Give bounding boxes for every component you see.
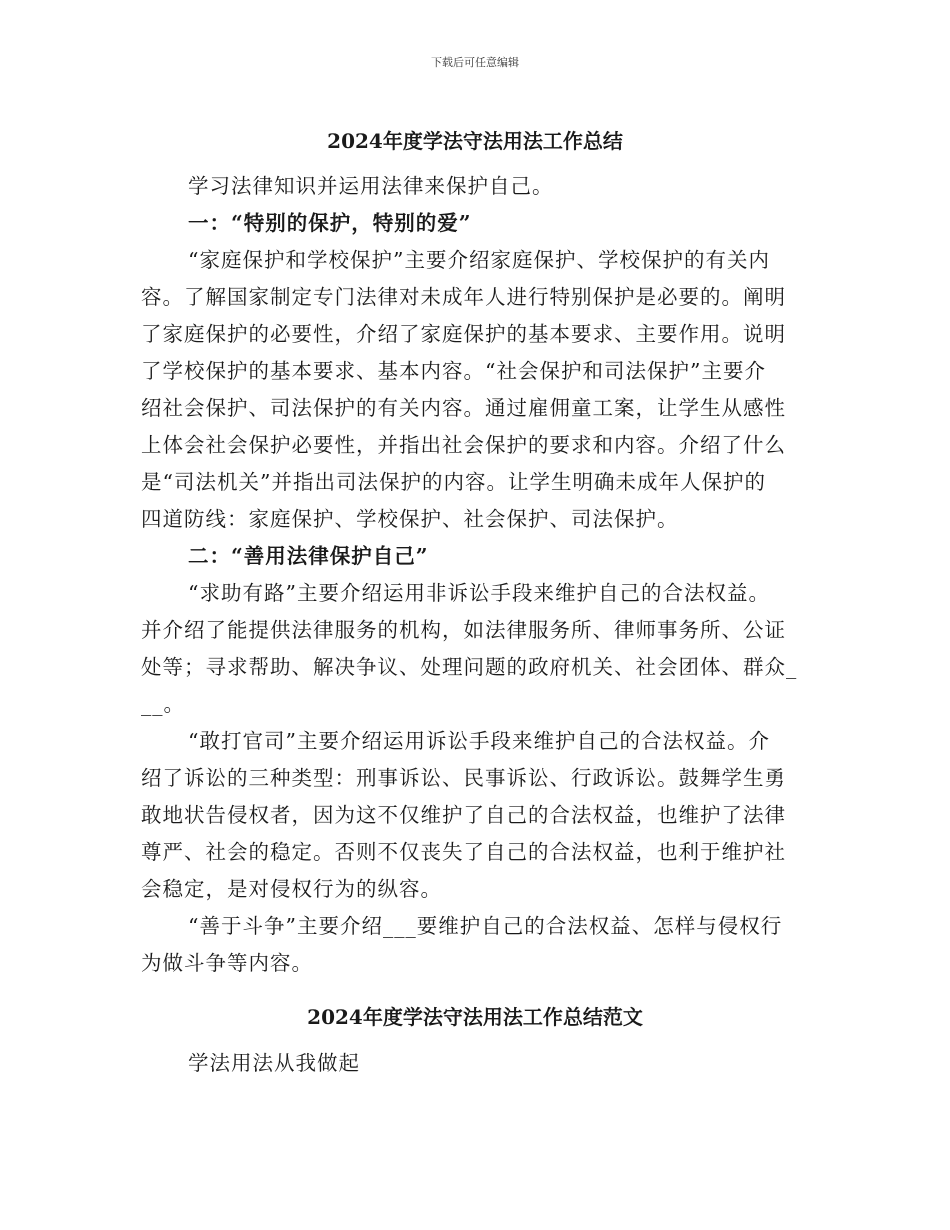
section-heading: 一：“特别的保护，特别的爱” (188, 211, 472, 235)
header-note: 下载后可任意编辑 (431, 56, 519, 69)
text-line: 绍了诉讼的三种类型：刑事诉讼、民事诉讼、行政诉讼。鼓舞学生勇 (141, 766, 786, 790)
text-line: 是“司法机关”并指出司法保护的内容。让学生明确未成年人保护的 (141, 470, 766, 494)
text-line: 学法用法从我做起 (188, 1051, 360, 1075)
text-line: “家庭保护和学校保护”主要介绍家庭保护、学校保护的有关内 (188, 248, 770, 272)
text-line: 四道防线：家庭保护、学校保护、社会保护、司法保护。 (141, 507, 679, 531)
text-line: 绍社会保护、司法保护的有关内容。通过雇佣童工案，让学生从感性 (141, 396, 786, 420)
text-line: 为做斗争等内容。 (141, 951, 313, 975)
text-line: 敢地状告侵权者，因为这不仅维护了自己的合法权益，也维护了法律 (141, 803, 786, 827)
text-line: “敢打官司”主要介绍运用诉讼手段来维护自己的合法权益。介 (188, 729, 770, 753)
text-line: 容。了解国家制定专门法律对未成年人进行特别保护是必要的。阐明 (141, 285, 786, 309)
body-text-section-1 (141, 168, 811, 982)
text-line: “善于斗争”主要介绍___要维护自己的合法权益、怎样与侵权行 (188, 914, 783, 938)
text-line: “求助有路”主要介绍运用非诉讼手段来维护自己的合法权益。 (188, 581, 770, 605)
text-line: 尊严、社会的稳定。否则不仅丧失了自己的合法权益，也利于维护社 (141, 840, 786, 864)
text-line: __。 (141, 692, 185, 716)
text-line: 了学校保护的基本要求、基本内容。“社会保护和司法保护”主要介 (141, 359, 766, 383)
text-line: 学习法律知识并运用法律来保护自己。 (188, 174, 554, 198)
text-line: 处等；寻求帮助、解决争议、处理问题的政府机关、社会团体、群众_ (141, 655, 798, 679)
section-title-sample: 2024年度学法守法用法工作总结范文 (307, 1005, 643, 1029)
text-line: 会稳定，是对侵权行为的纵容。 (141, 877, 442, 901)
document-title: 2024年度学法守法用法工作总结 (327, 129, 623, 153)
text-line: 了家庭保护的必要性，介绍了家庭保护的基本要求、主要作用。说明 (141, 322, 786, 346)
body-text-section-2 (141, 1045, 811, 1082)
section-heading: 二：“善用法律保护自己” (188, 544, 429, 568)
text-line: 并介绍了能提供法律服务的机构，如法律服务所、律师事务所、公证 (141, 618, 786, 642)
text-line: 上体会社会保护必要性，并指出社会保护的要求和内容。介绍了什么 (141, 433, 786, 457)
